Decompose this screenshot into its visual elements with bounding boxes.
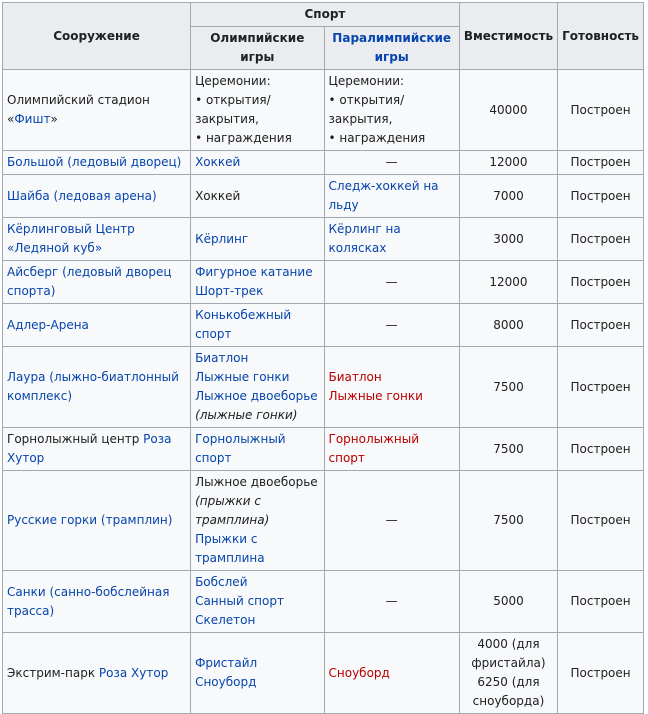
header-capacity: Вместимость [459,3,557,70]
table-row [3,471,644,571]
readiness-cell: Построен [558,633,644,714]
facility-link-roza-khutor[interactable]: Роза Хутор [98,665,169,680]
facility-link-roza-khutor[interactable]: Роза Хутор [7,432,172,465]
capacity-line: 6250 (для [477,675,540,689]
paralympic-cell [324,347,459,428]
paralympic-sport-link[interactable]: Следж-хоккей на льду [328,179,439,212]
olympic-sport-link[interactable]: Санный спорт [195,594,284,608]
facility-cell [3,151,191,175]
paralympic-cell [324,633,459,714]
olympic-cell: Хоккей [191,175,324,218]
capacity-line: фристайла) [471,656,546,670]
olympic-cell [191,428,324,471]
paralympic-line: • открытия/закрытия, [328,93,405,126]
olympic-cell [191,633,324,714]
olympic-cell [191,261,324,304]
paralympic-cell [324,70,459,151]
facility-link[interactable]: Айсберг (ледовый дворец спорта) [7,265,172,298]
facility-link[interactable]: Адлер-Арена [7,317,89,332]
readiness-cell: Построен [558,151,644,175]
paralympic-cell: — [324,304,459,347]
paralympic-cell: — [324,261,459,304]
paralympic-cell [324,428,459,471]
olympic-sport-link[interactable]: Скелетон [195,613,256,627]
table-row [3,70,644,151]
paralympic-cell [324,218,459,261]
paralympic-cell: — [324,571,459,633]
capacity-cell: 7500 [459,471,557,571]
facility-link[interactable]: Большой (ледовый дворец) [7,155,182,169]
olympic-sport-link[interactable]: Конькобежный спорт [195,308,292,341]
capacity-cell: 40000 [459,70,557,151]
facility-link[interactable]: Шайба (ледовая арена) [7,188,157,203]
readiness-cell: Построен [558,175,644,218]
table-row [3,633,644,714]
capacity-line: сноуборда) [472,694,545,708]
facility-cell [3,70,191,151]
facility-cell [3,571,191,633]
facility-prefix: Горнолыжный центр [7,432,144,446]
facility-link[interactable]: Русские горки (трамплин) [7,513,173,527]
facility-prefix: Экстрим-парк [7,665,99,680]
readiness-cell: Построен [558,304,644,347]
olympic-cell [191,471,324,571]
capacity-cell: 12000 [459,261,557,304]
capacity-cell: 8000 [459,304,557,347]
capacity-line: 4000 (для [477,637,540,651]
facility-prefix: Олимпийский стадион « [7,93,150,126]
olympic-sport-link[interactable]: Бобслей [195,575,248,589]
facility-cell [3,633,191,714]
capacity-cell: 7500 [459,428,557,471]
olympic-sport-text: Лыжное двоеборье [195,475,318,489]
olympic-sport-link[interactable]: Лыжные гонки [195,370,290,384]
readiness-cell: Построен [558,218,644,261]
olympic-line: • награждения [195,131,292,145]
paralympic-cell [324,175,459,218]
capacity-cell: 3000 [459,218,557,261]
olympic-line: • открытия/закрытия, [195,93,271,126]
capacity-cell: 7500 [459,347,557,428]
olympic-sport-link[interactable]: Сноуборд [195,675,257,689]
paralympic-cell: — [324,471,459,571]
header-facility: Сооружение [3,3,191,70]
facility-link-fisht[interactable]: Фишт [14,112,51,126]
olympic-cell [191,304,324,347]
facility-link[interactable]: Санки (санно-бобслейная трасса) [7,584,170,618]
olympic-sport-link[interactable]: Фигурное катание [195,265,313,279]
facility-cell [3,218,191,261]
olympic-cell [191,571,324,633]
readiness-cell: Построен [558,261,644,304]
olympic-sport-link[interactable]: Биатлон [195,351,249,365]
header-row [3,3,644,27]
facility-cell [3,261,191,304]
olympic-cell [191,218,324,261]
olympic-note: (прыжки с трамплина) [195,494,270,527]
paralympic-sport-redlink[interactable]: Биатлон [328,370,382,384]
paralympic-sport-redlink[interactable]: Лыжные гонки [328,389,423,403]
table-row [3,571,644,633]
paralympic-line: • награждения [328,131,426,145]
table-row [3,175,644,218]
header-paralympic-link[interactable]: Паралимпийские игры [332,31,452,64]
paralympic-cell: — [324,151,459,175]
facility-link[interactable]: Кёрлинговый Центр «Ледяной куб» [7,222,135,255]
readiness-cell: Построен [558,471,644,571]
capacity-cell: 7000 [459,175,557,218]
olympic-sport-link[interactable]: Прыжки с трамплина [195,532,265,565]
facility-link[interactable]: Лаура (лыжно-биатлонный комплекс) [7,370,179,403]
facility-cell [3,304,191,347]
olympic-note: (лыжные гонки) [195,408,298,422]
readiness-cell: Построен [558,428,644,471]
olympic-cell [191,347,324,428]
paralympic-sport-redlink[interactable]: Горнолыжный спорт [328,432,420,465]
table-row [3,428,644,471]
olympic-cell [191,151,324,175]
table-row [3,261,644,304]
olympic-cell [191,70,324,151]
header-readiness: Готовность [558,3,644,70]
olympic-sport-link[interactable]: Лыжное двоеборье [195,389,318,403]
paralympic-sport-redlink[interactable]: Сноуборд [328,665,390,680]
olympic-sport-link[interactable]: Хоккей [195,155,241,169]
table-row [3,304,644,347]
olympic-sport-link[interactable]: Фристайл [195,656,258,670]
readiness-cell: Построен [558,70,644,151]
facility-cell [3,175,191,218]
facility-cell [3,347,191,428]
olympic-sport-link[interactable]: Кёрлинг [195,231,249,246]
paralympic-line: Церемонии: [328,74,405,88]
olympic-line: Церемонии: [195,74,271,88]
table-row [3,347,644,428]
table-row [3,151,644,175]
capacity-cell [459,633,557,714]
readiness-cell: Построен [558,571,644,633]
header-olympic: Олимпийские игры [191,27,324,70]
readiness-cell: Построен [558,347,644,428]
olympic-sport-link[interactable]: Шорт-трек [195,284,264,298]
facility-cell [3,428,191,471]
table-row [3,218,644,261]
capacity-cell: 5000 [459,571,557,633]
facility-suffix: » [50,112,58,126]
paralympic-sport-link[interactable]: Кёрлинг на колясках [328,222,401,255]
facility-cell [3,471,191,571]
olympic-sport-link[interactable]: Горнолыжный спорт [195,432,286,465]
header-sport: Спорт [191,3,460,27]
capacity-cell: 12000 [459,151,557,175]
venues-table [2,2,644,714]
header-paralympic[interactable] [324,27,459,70]
